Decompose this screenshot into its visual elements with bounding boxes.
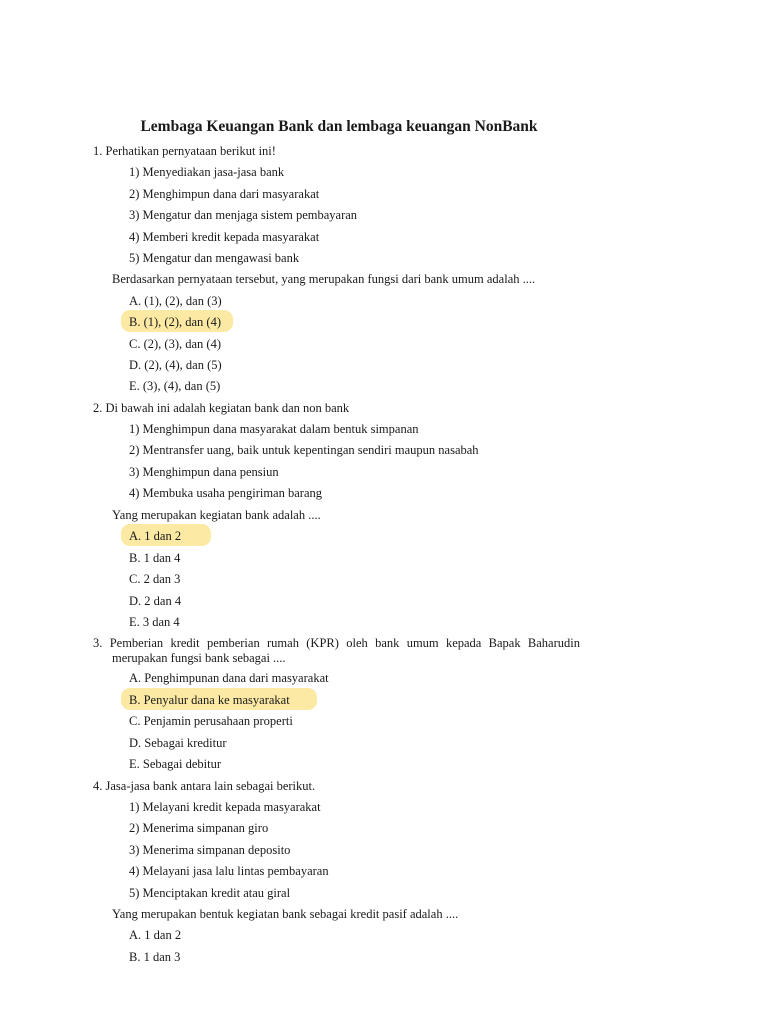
q4-option: B. 1 dan 3 xyxy=(129,950,181,964)
q1-option-selected: B. (1), (2), dan (4) xyxy=(129,315,221,329)
question-1: 1. Perhatikan pernyataan berikut ini! xyxy=(93,144,276,158)
q4-statement: 2) Menerima simpanan giro xyxy=(129,821,269,835)
q4-statement: 5) Menciptakan kredit atau giral xyxy=(129,886,291,900)
question-2: 2. Di bawah ini adalah kegiatan bank dan non bank xyxy=(93,401,350,415)
q2-option-selected: A. 1 dan 2 xyxy=(129,529,182,543)
q3-option: C. Penjamin perusahaan properti xyxy=(129,714,293,728)
q3-option: D. Sebagai kreditur xyxy=(129,736,227,750)
q4-option: A. 1 dan 2 xyxy=(129,928,182,942)
q1-option: D. (2), (4), dan (5) xyxy=(129,358,222,372)
q4-statement: 1) Melayani kredit kepada masyarakat xyxy=(129,800,321,814)
q2-option: E. 3 dan 4 xyxy=(129,615,180,629)
q1-statement: 1) Menyediakan jasa-jasa bank xyxy=(129,165,285,179)
q2-option: D. 2 dan 4 xyxy=(129,594,182,608)
q2-statement: 2) Mentransfer uang, baik untuk kepentingan sendiri maupun nasabah xyxy=(129,443,479,457)
q2-option: C. 2 dan 3 xyxy=(129,572,181,586)
q3-option: E. Sebagai debitur xyxy=(129,757,221,771)
q4-statement: 4) Melayani jasa lalu lintas pembayaran xyxy=(129,864,329,878)
q3-option-selected: B. Penyalur dana ke masyarakat xyxy=(129,693,290,707)
q4-statement: 3) Menerima simpanan deposito xyxy=(129,843,291,857)
question-3-continued: merupakan fungsi bank sebagai .... xyxy=(112,651,286,665)
q2-statement: 3) Menghimpun dana pensiun xyxy=(129,465,279,479)
q1-option: E. (3), (4), dan (5) xyxy=(129,379,221,393)
q1-statement: 4) Memberi kredit kepada masyarakat xyxy=(129,230,320,244)
document-title: Lembaga Keuangan Bank dan lembaga keuangan NonBank xyxy=(140,118,538,135)
q1-option: C. (2), (3), dan (4) xyxy=(129,337,221,351)
q1-statement: 3) Mengatur dan menjaga sistem pembayaran xyxy=(129,208,358,222)
q4-ask: Yang merupakan bentuk kegiatan bank sebagai kredit pasif adalah .... xyxy=(112,907,459,921)
q2-ask: Yang merupakan kegiatan bank adalah .... xyxy=(112,508,321,522)
q1-ask: Berdasarkan pernyataan tersebut, yang merupakan fungsi dari bank umum adalah .... xyxy=(112,272,536,286)
q1-statement: 2) Menghimpun dana dari masyarakat xyxy=(129,187,320,201)
question-4: 4. Jasa-jasa bank antara lain sebagai berikut. xyxy=(93,779,316,793)
question-3: 3. Pemberian kredit pemberian rumah (KPR) oleh bank umum kepada Bapak Baharudin xyxy=(93,636,580,650)
q1-statement: 5) Mengatur dan mengawasi bank xyxy=(129,251,300,265)
q2-option: B. 1 dan 4 xyxy=(129,551,181,565)
q2-statement: 4) Membuka usaha pengiriman barang xyxy=(129,486,322,500)
q1-option: A. (1), (2), dan (3) xyxy=(129,294,222,308)
q3-option: A. Penghimpunan dana dari masyarakat xyxy=(129,671,329,685)
q2-statement: 1) Menghimpun dana masyarakat dalam bentuk simpanan xyxy=(129,422,419,436)
